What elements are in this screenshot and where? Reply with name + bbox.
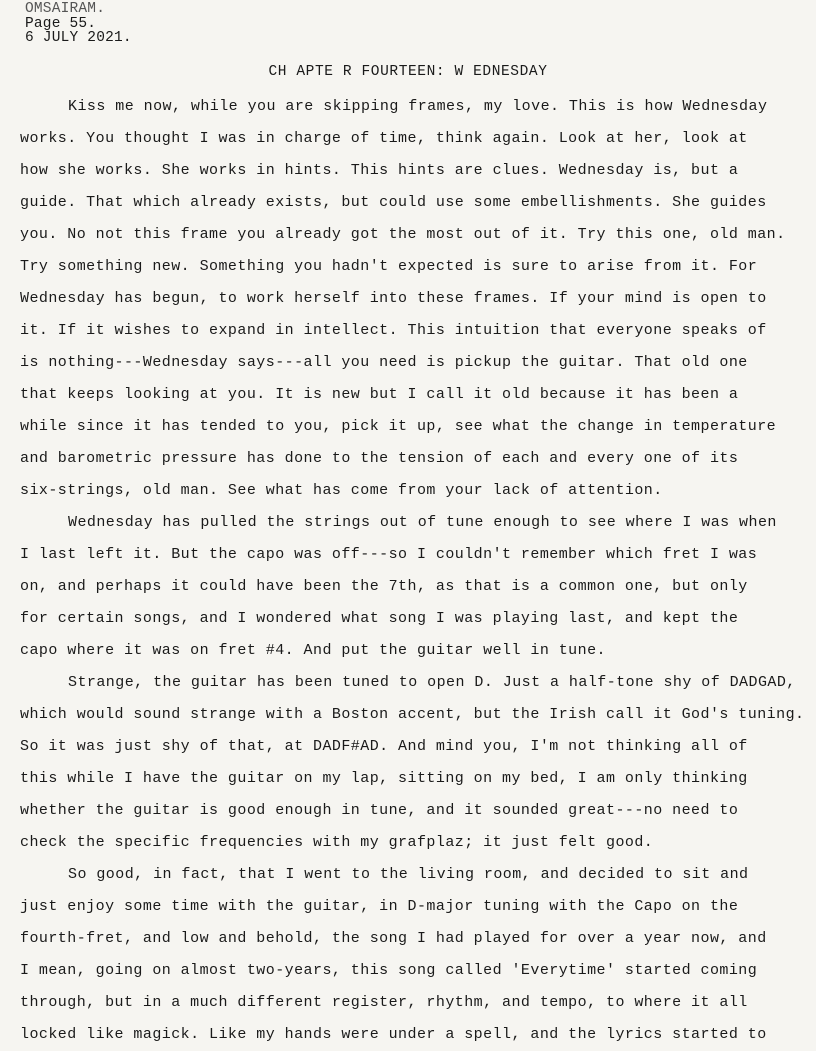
text-line: which would sound strange with a Boston accent, but the Irish call it God's tuning. <box>20 706 805 723</box>
text-line: locked like magick. Like my hands were under a spell, and the lyrics started to <box>20 1026 767 1043</box>
text-line: I last left it. But the capo was off---so I couldn't remember which fret I was <box>20 546 758 563</box>
text-line: whether the guitar is good enough in tune, and it sounded great---no need to <box>20 802 739 819</box>
text-line: I mean, going on almost two-years, this song called 'Everytime' started coming <box>20 962 758 979</box>
text-line: So it was just shy of that, at DADF#AD. And mind you, I'm not thinking all of <box>20 738 748 755</box>
text-line: is nothing---Wednesday says---all you need is pickup the guitar. That old one <box>20 354 748 371</box>
text-line: it. If it wishes to expand in intellect. This intuition that everyone speaks of <box>20 322 767 339</box>
text-line: how she works. She works in hints. This hints are clues. Wednesday is, but a <box>20 162 739 179</box>
page-header <box>25 2 132 46</box>
text-line: check the specific frequencies with my grafplaz; it just felt good. <box>20 834 654 851</box>
text-line: So good, in fact, that I went to the living room, and decided to sit and <box>68 866 749 883</box>
text-line: and barometric pressure has done to the tension of each and every one of its <box>20 450 739 467</box>
header-line-page-number: Page 55. <box>25 15 97 32</box>
text-line: Wednesday has pulled the strings out of tune enough to see where I was when <box>68 514 777 531</box>
text-line: Wednesday has begun, to work herself into these frames. If your mind is open to <box>20 290 767 307</box>
text-line: six-strings, old man. See what has come from your lack of attention. <box>20 482 663 499</box>
body-text <box>20 91 810 1051</box>
text-line: on, and perhaps it could have been the 7th, as that is a common one, but only <box>20 578 748 595</box>
text-line: that keeps looking at you. It is new but I call it old because it has been a <box>20 386 739 403</box>
text-line: just enjoy some time with the guitar, in D-major tuning with the Capo on the <box>20 898 739 915</box>
text-line: works. You thought I was in charge of time, think again. Look at her, look at <box>20 130 748 147</box>
chapter-title: CH APTE R FOURTEEN: W EDNESDAY <box>268 64 548 80</box>
header-line-omsairam: OMSAIRAM. <box>25 1 106 17</box>
text-line: you. No not this frame you already got the most out of it. Try this one, old man. <box>20 226 786 243</box>
text-line: while since it has tended to you, pick it up, see what the change in temperature <box>20 418 777 435</box>
text-line: guide. That which already exists, but could use some embellishments. She guides <box>20 194 767 211</box>
text-line: through, but in a much different register, rhythm, and tempo, to where it all <box>20 994 748 1011</box>
text-line: Kiss me now, while you are skipping frames, my love. This is how Wednesday <box>68 98 768 115</box>
header-line-date: 6 JULY 2021. <box>25 30 132 46</box>
text-line: Try something new. Something you hadn't expected is sure to arise from it. For <box>20 258 758 275</box>
text-line: capo where it was on fret #4. And put the guitar well in tune. <box>20 642 606 659</box>
text-line: Strange, the guitar has been tuned to open D. Just a half-tone shy of DADGAD, <box>68 674 796 691</box>
text-line: this while I have the guitar on my lap, sitting on my bed, I am only thinking <box>20 770 748 787</box>
text-line: for certain songs, and I wondered what song I was playing last, and kept the <box>20 610 739 627</box>
text-line: fourth-fret, and low and behold, the song I had played for over a year now, and <box>20 930 767 947</box>
